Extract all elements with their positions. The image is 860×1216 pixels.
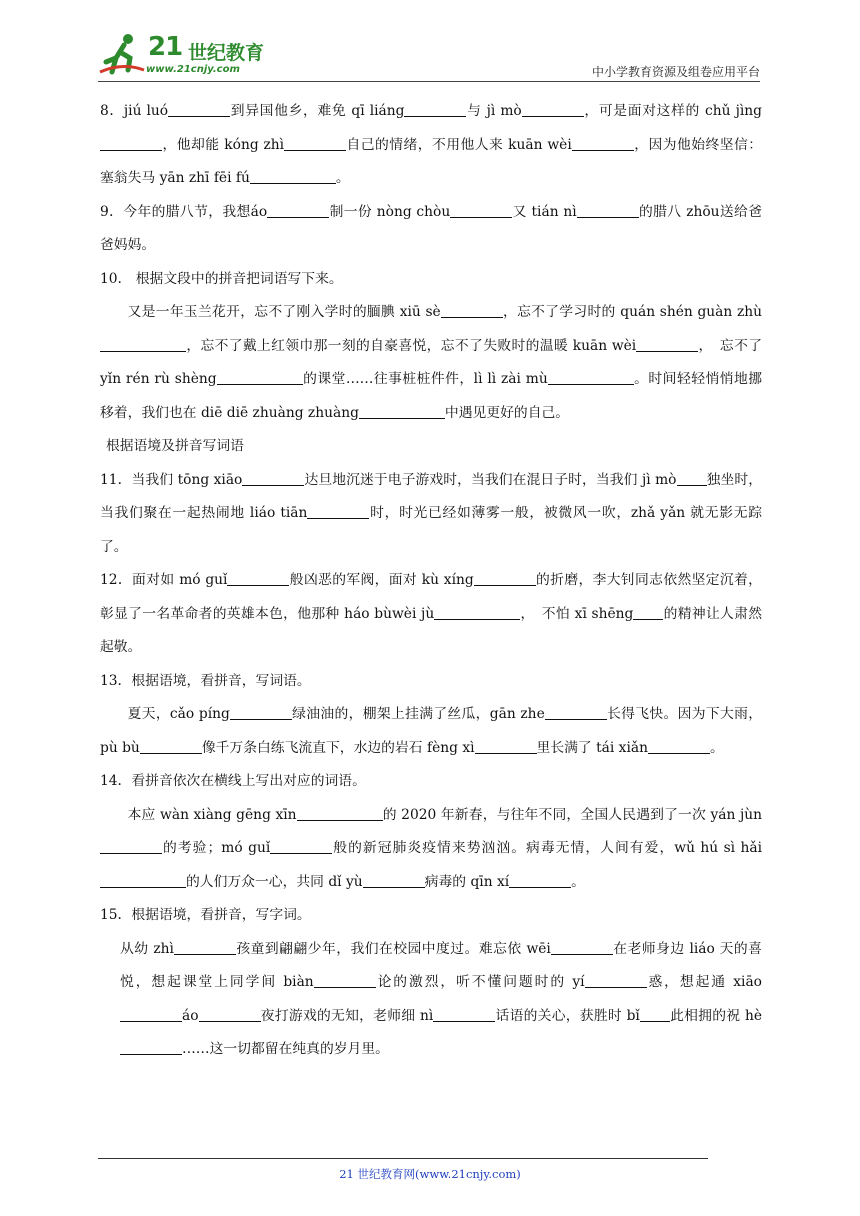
answer-blank[interactable] [168, 102, 230, 117]
text-segment: 此相拥的祝 hè [669, 1007, 763, 1024]
text-segment: 的折磨，李大钊同志依然坚定沉着，彰显了一名革命者的英雄本色，他那种 háo bùwèi jù [100, 572, 762, 622]
section-title: 根据语境及拼音写词语 [106, 438, 244, 454]
text-segment: 又是一年玉兰花开，忘不了刚入学时的腼腆 xiū sè [127, 304, 441, 320]
question-8 [100, 95, 762, 196]
answer-blank[interactable] [250, 169, 336, 184]
answer-blank[interactable] [359, 404, 445, 419]
text-segment: 长得飞快。因为下大雨，pù bù [100, 706, 763, 756]
page-header [98, 30, 760, 80]
answer-blank[interactable] [434, 605, 520, 620]
text-segment: 又 tián nì [512, 203, 577, 220]
answer-blank[interactable] [284, 136, 346, 151]
exercise-content [100, 95, 762, 1067]
text-segment: 孩童到翩翩少年，我们在校园中度过。难忘依 wēi [235, 940, 551, 957]
answer-blank[interactable] [227, 571, 289, 586]
text-segment: 。 [571, 873, 585, 890]
text-segment: 病毒的 qīn xí [424, 873, 510, 890]
question-10-title: 10. 根据文段中的拼音把词语写下来。 [100, 270, 343, 287]
answer-blank[interactable] [441, 303, 503, 318]
answer-blank[interactable] [640, 1007, 670, 1022]
answer-blank[interactable] [363, 873, 425, 888]
answer-blank[interactable] [509, 873, 571, 888]
text-segment: 论的激烈，听不懂问题时的 yí [375, 974, 585, 990]
text-segment: 12．面对如 mó guǐ [100, 572, 228, 588]
answer-blank[interactable] [267, 203, 329, 218]
text-segment: ，因为他始终坚信：塞翁失马 yān zhī fēi fú [100, 136, 762, 186]
text-segment: ，可是面对这样的 chǔ jìng [583, 103, 762, 119]
answer-blank[interactable] [648, 739, 710, 754]
answer-blank[interactable] [242, 471, 304, 486]
answer-blank[interactable] [548, 370, 634, 385]
answer-blank[interactable] [633, 605, 663, 620]
answer-blank[interactable] [100, 873, 186, 888]
text-segment: 自己的情绪，不用他人来 kuān wèi [346, 136, 572, 153]
text-segment: áo [182, 1007, 199, 1024]
text-segment: 绿油油的，棚架上挂满了丝瓜，gān zhe [291, 706, 545, 722]
answer-blank[interactable] [433, 1007, 495, 1022]
question-10-passage [100, 296, 762, 430]
text-segment: 送给爸爸妈妈。 [100, 203, 763, 253]
answer-blank[interactable] [577, 203, 639, 218]
text-segment: 话语的关心，获胜时 bǐ [495, 1007, 640, 1024]
answer-blank[interactable] [545, 705, 607, 720]
text-segment: 8．jiú luó [100, 103, 169, 119]
answer-blank[interactable] [450, 203, 512, 218]
question-15-title: 15．根据语境，看拼音，写字词。 [100, 907, 311, 923]
logo-url: www.21cnjy.com [146, 64, 240, 75]
answer-blank[interactable] [100, 337, 186, 352]
question-15-passage [100, 933, 762, 1067]
text-segment: 的 2020 年新春，与往年不同，全国人民遇到了一次 yán jùn [382, 806, 762, 823]
text-segment: 。 [335, 170, 350, 186]
text-segment: 时，时光已经如薄雾一般，被微风一吹，zhǎ yǎn 就无影无踪了。 [100, 505, 762, 555]
text-segment: 本应 wàn xiàng gēng xīn [127, 806, 297, 823]
text-segment: 里长满了 tái xiǎn [536, 739, 648, 756]
question-14-passage [100, 799, 762, 900]
text-segment: 像千万条白练飞流直下，水边的岩石 fèng xì [201, 739, 475, 756]
answer-blank[interactable] [230, 705, 292, 720]
text-segment: 的考验；mó guǐ [162, 840, 271, 856]
text-segment: ， 不怕 xī shēng [520, 605, 634, 622]
text-segment: 夜打游戏的无知，老师细 nì [260, 1007, 434, 1024]
text-segment: 中遇见更好的自己。 [444, 404, 570, 421]
text-segment: ，忘不了戴上红领巾那一刻的自豪喜悦，忘不了失败时的温暖 kuān wèi [186, 337, 637, 354]
question-14-title: 14．看拼音依次在横线上写出对应的词语。 [100, 773, 366, 789]
text-segment: ，忘不了学习时的 quán shén guàn zhù [502, 304, 762, 320]
text-segment: 独坐时，当我们聚在一起热闹地 liáo tiān [100, 471, 763, 521]
text-segment: 的腊八 zhōu [638, 203, 720, 220]
text-segment: 从幼 zhì [120, 940, 174, 957]
text-segment: 在老师身边 liáo 天的喜悦，想起课堂上同学间 biàn [120, 940, 762, 990]
answer-blank[interactable] [585, 973, 647, 988]
text-segment: 11．当我们 tōng xiāo [100, 471, 243, 488]
header-divider [98, 81, 760, 82]
answer-blank[interactable] [270, 839, 332, 854]
answer-blank[interactable] [404, 102, 466, 117]
answer-blank[interactable] [100, 839, 162, 854]
footer-link[interactable]: 21 世纪教育网(www.21cnjy.com) [339, 1167, 521, 1181]
answer-blank[interactable] [636, 337, 698, 352]
question-13-title: 13．根据语境，看拼音，写词语。 [100, 672, 311, 689]
question-12 [100, 564, 762, 665]
answer-blank[interactable] [572, 136, 634, 151]
text-segment: 的人们万众一心，共同 dǐ yù [186, 873, 363, 890]
answer-blank[interactable] [199, 1007, 261, 1022]
question-11 [100, 464, 762, 565]
logo-number: 21 [148, 32, 183, 62]
answer-blank[interactable] [297, 806, 383, 821]
answer-blank[interactable] [100, 136, 162, 151]
text-segment: ……这一切都留在纯真的岁月里。 [182, 1041, 389, 1057]
answer-blank[interactable] [120, 1007, 182, 1022]
question-9 [100, 196, 762, 263]
text-segment: 般凶恶的军阀，面对 kù xíng [289, 572, 474, 588]
text-segment: 般的新冠肺炎疫情来势汹汹。病毒无情，人间有爱，wǔ hú sì hǎi [332, 840, 763, 856]
text-segment: 的精神让人肃然起敬。 [100, 605, 763, 655]
answer-blank[interactable] [217, 370, 303, 385]
answer-blank[interactable] [551, 940, 613, 955]
text-segment: 到异国他乡，难免 qī liáng [230, 103, 405, 119]
answer-blank[interactable] [474, 571, 536, 586]
answer-blank[interactable] [522, 102, 584, 117]
logo-brand: 世纪教育 [188, 42, 265, 64]
answer-blank[interactable] [677, 471, 707, 486]
answer-blank[interactable] [120, 1040, 182, 1055]
text-segment: 。 [709, 739, 724, 756]
text-segment: 夏天，cǎo píng [127, 706, 230, 722]
text-segment: 达旦地沉迷于电子游戏时，当我们在混日子时，当我们 jì mò [304, 471, 677, 488]
site-logo[interactable] [98, 30, 268, 78]
text-segment: 与 jì mò [466, 103, 522, 119]
text-segment: ，他却能 kóng zhì [162, 136, 285, 153]
text-segment: 惑，想起通 xiāo [646, 974, 762, 990]
runner-icon [98, 32, 146, 76]
answer-blank[interactable] [314, 973, 376, 988]
text-segment: 9．今年的腊八节，我想áo [100, 203, 268, 220]
answer-blank[interactable] [174, 940, 236, 955]
question-13-passage [100, 698, 762, 765]
answer-blank[interactable] [140, 739, 202, 754]
text-segment: ， 忘不了 yǐn rén rù shèng [100, 337, 762, 387]
text-segment: 的课堂……往事桩桩件件，lì lì zài mù [302, 371, 548, 387]
text-segment: 。时间轻轻悄悄地挪移着，我们也在 diē diē zhuàng zhuàng [100, 371, 763, 421]
answer-blank[interactable] [475, 739, 537, 754]
platform-name: 中小学教育资源及组卷应用平台 [591, 65, 760, 79]
text-segment: 制一份 nòng chòu [329, 203, 451, 220]
answer-blank[interactable] [307, 504, 369, 519]
footer-divider [98, 1158, 708, 1159]
